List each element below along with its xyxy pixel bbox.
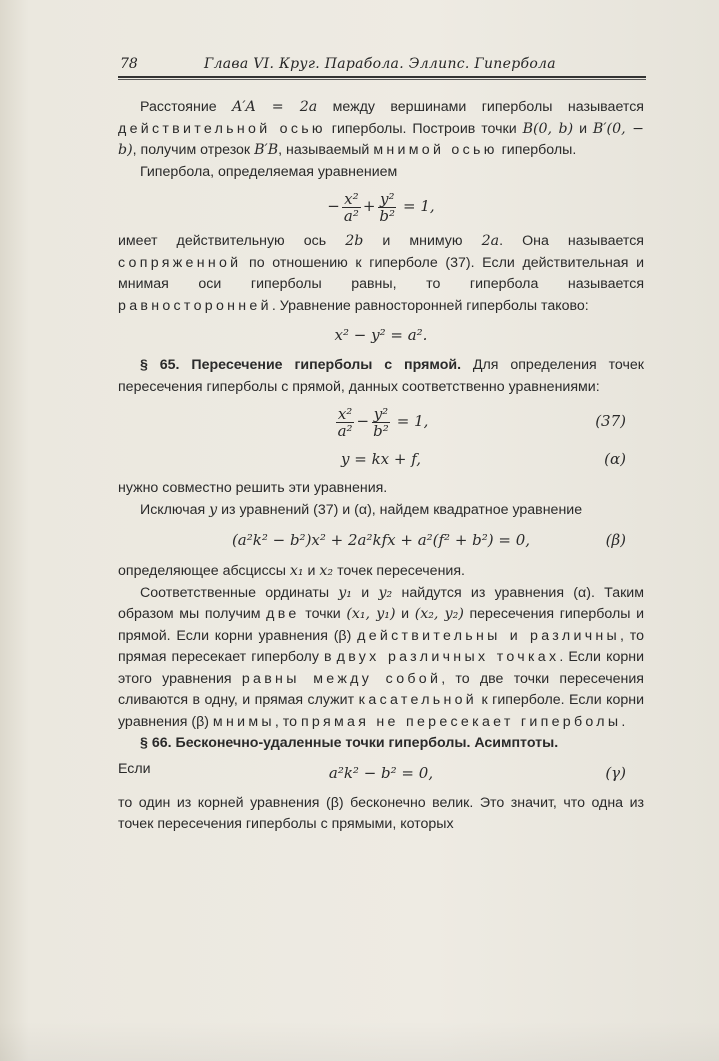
paragraph-section-66 (118, 733, 644, 755)
paragraph-ordinates: Соответственные ординаты y₁ и y₂ найдутся из уравнения (α). Таким образом мы получим две точки (x₁, y₁) и (x₂, y₂) пересечения гиперболы и прямой. Если корни уравнения (β) действительны и различны, то прямая пересекает гиперболу в двух различных точках. Если корни этого уравнения равны между собой, то две точки пересечения сливаются в одну, и прямая служит касательной к гиперболе. Если корни уравнения (β) мнимы, то прямая не пересекает гиперболы. (118, 584, 645, 730)
equation-conjugate-hyperbola: − $\frac{\text{x²}}{\text{a²}}$ + $\frac{\text{y²}}{\text{b²}}$ = 1, (327, 189, 435, 225)
running-title: Глава VI. Круг. Парабола. Эллипс. Гипербола (204, 56, 556, 72)
paragraph-section-65: § 65. Пересечение гиперболы с прямой. Для определения точек пересечения гиперболы с прямой, данных соответственно уравнениями: (118, 357, 644, 395)
page-number: 78 (120, 56, 138, 72)
equation-tag-37: (37) (595, 412, 626, 431)
page-bottom-shade (0, 1021, 719, 1061)
header-rule (118, 76, 646, 78)
equation-tag-alpha: (α) (604, 450, 626, 469)
paragraph-solve: нужно совместно решить эти уравнения. (118, 480, 388, 496)
body-text (118, 97, 644, 836)
equation-beta: (a²k² − b²)x² + 2a²kfx + a²(f² + b²) = 0, (β) (118, 525, 644, 557)
paragraph-infinite-root: то один из корней уравнения (β) бесконечно велик. Это значит, что одна из точек пересечения гиперболы с прямыми, которых (118, 794, 644, 832)
equation-tag-beta: (β) (605, 531, 626, 550)
paragraph-conjugate: имеет действительную ось 2b и мнимую 2a. Она называется сопряженной по отношению к гиперболе (37). Если действительная и мнимая оси гиперболы равны, то гипербола называется равносторонней. Уравнение равносторонней гиперболы таково: (118, 233, 644, 314)
equation-alpha: y = kx + f, (α) (118, 446, 644, 474)
equation-tag-gamma: (γ) (605, 763, 626, 782)
equation-gamma: Если a²k² − b² = 0, (γ) (118, 759, 644, 789)
paragraph-abscissas: определяющее абсциссы x₁ и x₂ точек пересечения. (118, 563, 465, 579)
header-rule-thin (118, 79, 646, 80)
equation-equilateral: x² − y² = a². (334, 326, 428, 345)
section-heading-66: § 66. Бесконечно-удаленные точки гиперболы. Асимптоты. (140, 735, 559, 751)
paragraph-intro-conjugate: Гипербола, определяемая уравнением (140, 163, 398, 180)
running-header (118, 54, 644, 76)
paragraph-real-axis: Расстояние A′A = 2a между вершинами гиперболы называется действительной осью гиперболы. Построив точки B(0, b) и B′(0, − b), получим отрезок B′B, называемый мнимой осью гиперболы. (118, 99, 644, 158)
paragraph-eliminate: Исключая y из уравнений (37) и (α), найдем квадратное уравнение (140, 501, 583, 518)
section-heading-65: § 65. Пересечение гиперболы с прямой. (140, 357, 462, 373)
equation-37: $\frac{\text{x²}}{\text{a²}}$ − $\frac{\text{y²}}{\text{b²}}$ = 1, (37) (337, 404, 626, 440)
